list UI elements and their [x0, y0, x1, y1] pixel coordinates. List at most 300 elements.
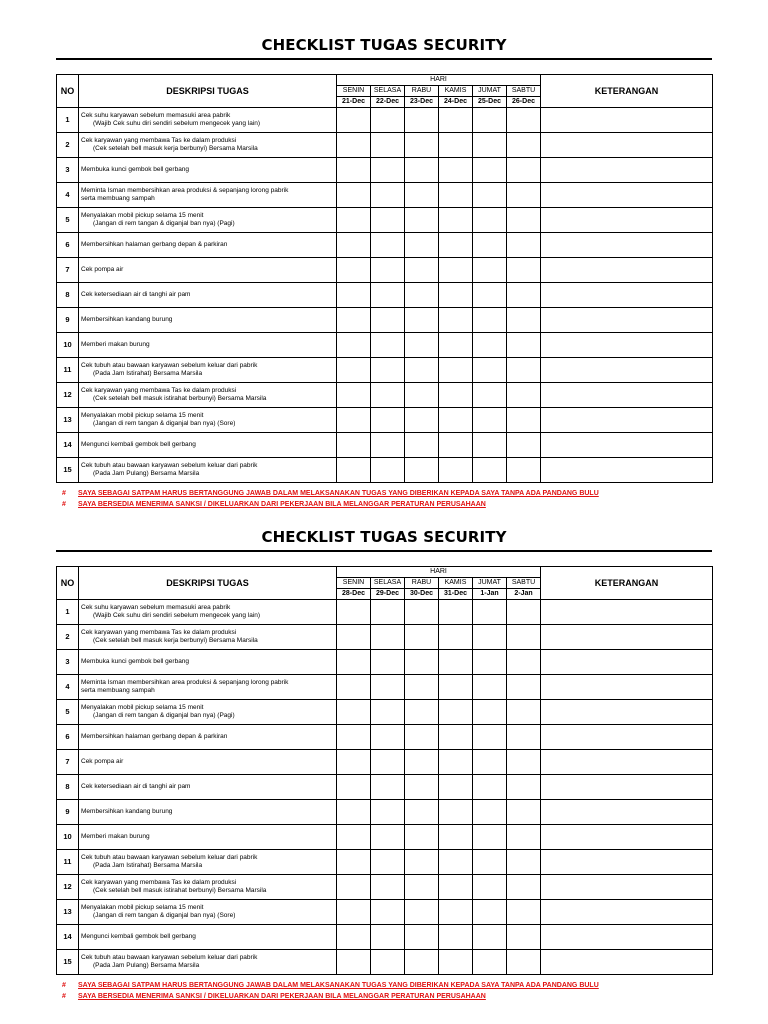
check-cell[interactable]	[473, 900, 507, 925]
check-cell[interactable]	[439, 283, 473, 308]
checklist-section-1	[0, 0, 768, 508]
task-number: 12	[57, 383, 79, 408]
check-cell[interactable]	[439, 600, 473, 625]
check-cell[interactable]	[507, 408, 541, 433]
check-cell[interactable]	[507, 950, 541, 975]
check-cell[interactable]	[405, 800, 439, 825]
check-cell[interactable]	[439, 750, 473, 775]
task-description-line: Cek suhu karyawan sebelum memasuki area pabrik	[81, 112, 231, 119]
check-cell[interactable]	[337, 108, 371, 133]
check-cell[interactable]	[371, 650, 405, 675]
check-cell[interactable]	[405, 108, 439, 133]
check-cell[interactable]	[405, 700, 439, 725]
check-cell[interactable]	[507, 383, 541, 408]
check-cell[interactable]	[439, 308, 473, 333]
task-description-line: Mengunci kembali gembok bell gerbang	[81, 441, 196, 448]
check-cell[interactable]	[439, 183, 473, 208]
check-cell[interactable]	[371, 408, 405, 433]
check-cell[interactable]	[507, 358, 541, 383]
check-cell[interactable]	[439, 675, 473, 700]
check-cell[interactable]	[405, 900, 439, 925]
task-description	[79, 925, 337, 950]
check-cell[interactable]	[405, 875, 439, 900]
task-description	[79, 850, 337, 875]
keterangan-cell[interactable]	[541, 700, 713, 725]
check-cell[interactable]	[473, 675, 507, 700]
check-cell[interactable]	[473, 825, 507, 850]
task-description-line: (Pada Jam Istirahat) Bersama Marsila	[93, 862, 203, 869]
check-cell[interactable]	[371, 700, 405, 725]
check-cell[interactable]	[473, 650, 507, 675]
check-cell[interactable]	[371, 283, 405, 308]
check-cell[interactable]	[371, 358, 405, 383]
task-row	[57, 308, 713, 333]
check-cell[interactable]	[507, 308, 541, 333]
check-cell[interactable]	[439, 133, 473, 158]
keterangan-cell[interactable]	[541, 800, 713, 825]
check-cell[interactable]	[473, 333, 507, 358]
check-cell[interactable]	[473, 775, 507, 800]
check-cell[interactable]	[507, 458, 541, 483]
check-cell[interactable]	[405, 408, 439, 433]
check-cell[interactable]	[473, 458, 507, 483]
check-cell[interactable]	[439, 925, 473, 950]
task-description	[79, 183, 337, 208]
check-cell[interactable]	[507, 133, 541, 158]
page-title: CHECKLIST TUGAS SECURITY	[261, 528, 507, 546]
note-mark: #	[62, 993, 66, 1000]
check-cell[interactable]	[405, 825, 439, 850]
check-cell[interactable]	[439, 358, 473, 383]
task-description	[79, 600, 337, 625]
check-cell[interactable]	[473, 383, 507, 408]
title-underline	[56, 58, 712, 60]
task-description-line: (Jangan di rem tangan & diganjal ban nya) (Pagi)	[93, 220, 235, 227]
check-cell[interactable]	[337, 675, 371, 700]
note-mark: #	[62, 982, 66, 989]
check-cell[interactable]	[507, 650, 541, 675]
check-cell[interactable]	[371, 925, 405, 950]
check-cell[interactable]	[507, 675, 541, 700]
task-description-line: Menyalakan mobil pickup selama 15 menit	[81, 412, 204, 419]
note-text: SAYA BERSEDIA MENERIMA SANKSI / DIKELUARKAN DARI PEKERJAAN BILA MELANGGAR PERATURAN PERUSAHAAN	[78, 993, 486, 1000]
task-description	[79, 875, 337, 900]
check-cell[interactable]	[371, 900, 405, 925]
check-cell[interactable]	[337, 875, 371, 900]
keterangan-cell[interactable]	[541, 725, 713, 750]
task-description	[79, 233, 337, 258]
check-cell[interactable]	[473, 800, 507, 825]
check-cell[interactable]	[507, 208, 541, 233]
check-cell[interactable]	[337, 700, 371, 725]
check-cell[interactable]	[473, 308, 507, 333]
check-cell[interactable]	[439, 158, 473, 183]
task-number: 8	[57, 775, 79, 800]
task-row	[57, 600, 713, 625]
check-cell[interactable]	[507, 600, 541, 625]
check-cell[interactable]	[473, 700, 507, 725]
keterangan-cell[interactable]	[541, 208, 713, 233]
task-description-line: Cek ketersediaan air di tanghi air pam	[81, 291, 191, 298]
check-cell[interactable]	[439, 625, 473, 650]
check-cell[interactable]	[337, 625, 371, 650]
task-description-line: (Jangan di rem tangan & diganjal ban nya) (Pagi)	[93, 712, 235, 719]
task-description	[79, 333, 337, 358]
keterangan-cell[interactable]	[541, 333, 713, 358]
check-cell[interactable]	[405, 183, 439, 208]
check-cell[interactable]	[405, 158, 439, 183]
keterangan-cell[interactable]	[541, 625, 713, 650]
check-cell[interactable]	[507, 433, 541, 458]
day-name: SELASA	[371, 578, 405, 589]
check-cell[interactable]	[337, 650, 371, 675]
check-cell[interactable]	[439, 408, 473, 433]
keterangan-cell[interactable]	[541, 283, 713, 308]
check-cell[interactable]	[439, 700, 473, 725]
task-description	[79, 650, 337, 675]
check-cell[interactable]	[337, 750, 371, 775]
task-number: 1	[57, 108, 79, 133]
note-line	[62, 980, 599, 991]
check-cell[interactable]	[405, 750, 439, 775]
check-cell[interactable]	[371, 333, 405, 358]
check-cell[interactable]	[507, 775, 541, 800]
check-cell[interactable]	[439, 650, 473, 675]
check-cell[interactable]	[405, 358, 439, 383]
check-cell[interactable]	[507, 700, 541, 725]
check-cell[interactable]	[371, 675, 405, 700]
check-cell[interactable]	[473, 108, 507, 133]
note-line	[62, 991, 599, 1002]
task-number: 3	[57, 158, 79, 183]
check-cell[interactable]	[473, 750, 507, 775]
check-cell[interactable]	[337, 433, 371, 458]
check-cell[interactable]	[371, 133, 405, 158]
day-date: 1-Jan	[473, 589, 507, 600]
check-cell[interactable]	[439, 433, 473, 458]
task-description	[79, 625, 337, 650]
task-description-line: Cek tubuh atau bawaan karyawan sebelum keluar dari pabrik	[81, 462, 258, 469]
check-cell[interactable]	[439, 333, 473, 358]
keterangan-cell[interactable]	[541, 383, 713, 408]
check-cell[interactable]	[405, 850, 439, 875]
check-cell[interactable]	[507, 875, 541, 900]
task-number: 9	[57, 308, 79, 333]
check-cell[interactable]	[439, 383, 473, 408]
check-cell[interactable]	[405, 208, 439, 233]
task-number: 15	[57, 458, 79, 483]
check-cell[interactable]	[337, 233, 371, 258]
check-cell[interactable]	[405, 233, 439, 258]
check-cell[interactable]	[337, 308, 371, 333]
check-cell[interactable]	[507, 183, 541, 208]
task-description	[79, 700, 337, 725]
check-cell[interactable]	[371, 825, 405, 850]
task-description-line: Cek tubuh atau bawaan karyawan sebelum keluar dari pabrik	[81, 362, 258, 369]
check-cell[interactable]	[507, 925, 541, 950]
check-cell[interactable]	[439, 875, 473, 900]
check-cell[interactable]	[337, 458, 371, 483]
day-name: SENIN	[337, 86, 371, 97]
check-cell[interactable]	[405, 625, 439, 650]
check-cell[interactable]	[439, 725, 473, 750]
check-cell[interactable]	[405, 333, 439, 358]
check-cell[interactable]	[405, 383, 439, 408]
check-cell[interactable]	[371, 775, 405, 800]
keterangan-cell[interactable]	[541, 258, 713, 283]
check-cell[interactable]	[337, 183, 371, 208]
keterangan-cell[interactable]	[541, 675, 713, 700]
task-number: 2	[57, 625, 79, 650]
task-number: 11	[57, 850, 79, 875]
check-cell[interactable]	[439, 900, 473, 925]
keterangan-cell[interactable]	[541, 108, 713, 133]
keterangan-cell[interactable]	[541, 183, 713, 208]
check-cell[interactable]	[405, 725, 439, 750]
header-keterangan: KETERANGAN	[541, 75, 713, 108]
keterangan-cell[interactable]	[541, 775, 713, 800]
task-description-line: Membersihkan halaman gerbang depan & parkiran	[81, 733, 228, 740]
keterangan-cell[interactable]	[541, 900, 713, 925]
task-row	[57, 258, 713, 283]
check-cell[interactable]	[337, 775, 371, 800]
check-cell[interactable]	[507, 750, 541, 775]
check-cell[interactable]	[473, 925, 507, 950]
check-cell[interactable]	[337, 383, 371, 408]
task-description-line: Cek pompa air	[81, 758, 124, 765]
check-cell[interactable]	[337, 900, 371, 925]
check-cell[interactable]	[473, 158, 507, 183]
check-cell[interactable]	[473, 358, 507, 383]
check-cell[interactable]	[405, 308, 439, 333]
keterangan-cell[interactable]	[541, 600, 713, 625]
check-cell[interactable]	[337, 358, 371, 383]
task-description	[79, 158, 337, 183]
task-description-line: Cek karyawan yang membawa Tas ke dalam produksi	[81, 137, 237, 144]
check-cell[interactable]	[371, 600, 405, 625]
task-description-line: Meminta Isman membersihkan area produksi & sepanjang lorong pabrik	[81, 679, 289, 686]
check-cell[interactable]	[371, 800, 405, 825]
check-cell[interactable]	[473, 183, 507, 208]
task-number: 14	[57, 433, 79, 458]
check-cell[interactable]	[473, 208, 507, 233]
check-cell[interactable]	[507, 725, 541, 750]
task-number: 13	[57, 900, 79, 925]
check-cell[interactable]	[439, 458, 473, 483]
day-name: JUMAT	[473, 86, 507, 97]
task-number: 7	[57, 258, 79, 283]
check-cell[interactable]	[473, 600, 507, 625]
keterangan-cell[interactable]	[541, 158, 713, 183]
keterangan-cell[interactable]	[541, 825, 713, 850]
check-cell[interactable]	[337, 725, 371, 750]
keterangan-cell[interactable]	[541, 750, 713, 775]
check-cell[interactable]	[371, 158, 405, 183]
check-cell[interactable]	[439, 800, 473, 825]
check-cell[interactable]	[405, 600, 439, 625]
check-cell[interactable]	[371, 108, 405, 133]
check-cell[interactable]	[405, 775, 439, 800]
task-number: 15	[57, 950, 79, 975]
check-cell[interactable]	[371, 458, 405, 483]
check-cell[interactable]	[473, 408, 507, 433]
task-description	[79, 433, 337, 458]
title-underline	[56, 550, 712, 552]
check-cell[interactable]	[507, 258, 541, 283]
task-row	[57, 383, 713, 408]
check-cell[interactable]	[507, 900, 541, 925]
day-date: 25-Dec	[473, 97, 507, 108]
header-no: NO	[57, 567, 79, 600]
check-cell[interactable]	[473, 233, 507, 258]
task-description-line: Cek karyawan yang membawa Tas ke dalam produksi	[81, 387, 237, 394]
task-description-line: Membuka kunci gembok bell gerbang	[81, 166, 190, 173]
keterangan-cell[interactable]	[541, 875, 713, 900]
check-cell[interactable]	[507, 283, 541, 308]
task-number: 10	[57, 333, 79, 358]
keterangan-cell[interactable]	[541, 308, 713, 333]
day-name: RABU	[405, 86, 439, 97]
check-cell[interactable]	[405, 133, 439, 158]
task-description	[79, 725, 337, 750]
task-row	[57, 158, 713, 183]
task-number: 1	[57, 600, 79, 625]
check-cell[interactable]	[507, 333, 541, 358]
check-cell[interactable]	[337, 408, 371, 433]
check-cell[interactable]	[337, 800, 371, 825]
check-cell[interactable]	[337, 258, 371, 283]
task-description-line: Menyalakan mobil pickup selama 15 menit	[81, 212, 204, 219]
check-cell[interactable]	[405, 925, 439, 950]
task-description-line: (Cek setelah bell masuk kerja berbunyi) Bersama Marsila	[93, 637, 258, 644]
check-cell[interactable]	[473, 875, 507, 900]
check-cell[interactable]	[371, 725, 405, 750]
keterangan-cell[interactable]	[541, 233, 713, 258]
task-description	[79, 825, 337, 850]
check-cell[interactable]	[439, 233, 473, 258]
check-cell[interactable]	[473, 133, 507, 158]
task-description-line: Cek tubuh atau bawaan karyawan sebelum keluar dari pabrik	[81, 954, 258, 961]
check-cell[interactable]	[405, 675, 439, 700]
keterangan-cell[interactable]	[541, 925, 713, 950]
check-cell[interactable]	[371, 950, 405, 975]
note-text: SAYA SEBAGAI SATPAM HARUS BERTANGGUNG JAWAB DALAM MELAKSANAKAN TUGAS YANG DIBERIKAN KEPADA SAYA TANPA ADA PANDANG BULU	[78, 982, 599, 989]
task-description-line: Membuka kunci gembok bell gerbang	[81, 658, 190, 665]
day-date: 2-Jan	[507, 589, 541, 600]
check-cell[interactable]	[507, 850, 541, 875]
check-cell[interactable]	[337, 283, 371, 308]
check-cell[interactable]	[473, 283, 507, 308]
day-name: KAMIS	[439, 578, 473, 589]
keterangan-cell[interactable]	[541, 433, 713, 458]
check-cell[interactable]	[337, 600, 371, 625]
check-cell[interactable]	[439, 825, 473, 850]
check-cell[interactable]	[337, 950, 371, 975]
check-cell[interactable]	[473, 625, 507, 650]
task-row	[57, 900, 713, 925]
check-cell[interactable]	[439, 208, 473, 233]
check-cell[interactable]	[371, 208, 405, 233]
check-cell[interactable]	[371, 750, 405, 775]
check-cell[interactable]	[371, 308, 405, 333]
keterangan-cell[interactable]	[541, 133, 713, 158]
check-cell[interactable]	[371, 183, 405, 208]
header-hari: HARI	[337, 75, 541, 86]
check-cell[interactable]	[405, 458, 439, 483]
task-number: 8	[57, 283, 79, 308]
task-description	[79, 258, 337, 283]
check-cell[interactable]	[405, 650, 439, 675]
check-cell[interactable]	[371, 875, 405, 900]
check-cell[interactable]	[405, 433, 439, 458]
check-cell[interactable]	[337, 825, 371, 850]
check-cell[interactable]	[439, 258, 473, 283]
check-cell[interactable]	[439, 850, 473, 875]
check-cell[interactable]	[507, 825, 541, 850]
keterangan-cell[interactable]	[541, 950, 713, 975]
task-description	[79, 358, 337, 383]
check-cell[interactable]	[473, 850, 507, 875]
keterangan-cell[interactable]	[541, 358, 713, 383]
check-cell[interactable]	[473, 258, 507, 283]
keterangan-cell[interactable]	[541, 850, 713, 875]
check-cell[interactable]	[507, 108, 541, 133]
task-number: 12	[57, 875, 79, 900]
task-description-line: Cek tubuh atau bawaan karyawan sebelum keluar dari pabrik	[81, 854, 258, 861]
keterangan-cell[interactable]	[541, 408, 713, 433]
check-cell[interactable]	[507, 625, 541, 650]
check-cell[interactable]	[473, 950, 507, 975]
check-cell[interactable]	[507, 233, 541, 258]
check-cell[interactable]	[473, 725, 507, 750]
check-cell[interactable]	[371, 625, 405, 650]
task-description-line: Memberi makan burung	[81, 833, 150, 840]
check-cell[interactable]	[405, 258, 439, 283]
check-cell[interactable]	[473, 433, 507, 458]
check-cell[interactable]	[371, 258, 405, 283]
task-row	[57, 850, 713, 875]
keterangan-cell[interactable]	[541, 458, 713, 483]
note-text: SAYA BERSEDIA MENERIMA SANKSI / DIKELUARKAN DARI PEKERJAAN BILA MELANGGAR PERATURAN PERUSAHAAN	[78, 501, 486, 508]
check-cell[interactable]	[439, 775, 473, 800]
check-cell[interactable]	[337, 133, 371, 158]
task-number: 13	[57, 408, 79, 433]
task-description-line: Cek ketersediaan air di tanghi air pam	[81, 783, 191, 790]
check-cell[interactable]	[337, 208, 371, 233]
check-cell[interactable]	[439, 108, 473, 133]
check-cell[interactable]	[337, 158, 371, 183]
check-cell[interactable]	[405, 283, 439, 308]
keterangan-cell[interactable]	[541, 650, 713, 675]
task-description-line: Mengunci kembali gembok bell gerbang	[81, 933, 196, 940]
check-cell[interactable]	[371, 850, 405, 875]
check-cell[interactable]	[371, 383, 405, 408]
task-number: 10	[57, 825, 79, 850]
day-date: 29-Dec	[371, 589, 405, 600]
check-cell[interactable]	[439, 950, 473, 975]
check-cell[interactable]	[371, 233, 405, 258]
check-cell[interactable]	[507, 800, 541, 825]
check-cell[interactable]	[337, 850, 371, 875]
check-cell[interactable]	[405, 950, 439, 975]
task-row	[57, 800, 713, 825]
check-cell[interactable]	[507, 158, 541, 183]
check-cell[interactable]	[337, 333, 371, 358]
check-cell[interactable]	[371, 433, 405, 458]
check-cell[interactable]	[337, 925, 371, 950]
task-description-line: (Cek setelah bell masuk istirahat berbunyi) Bersama Marsila	[93, 887, 267, 894]
day-date: 24-Dec	[439, 97, 473, 108]
